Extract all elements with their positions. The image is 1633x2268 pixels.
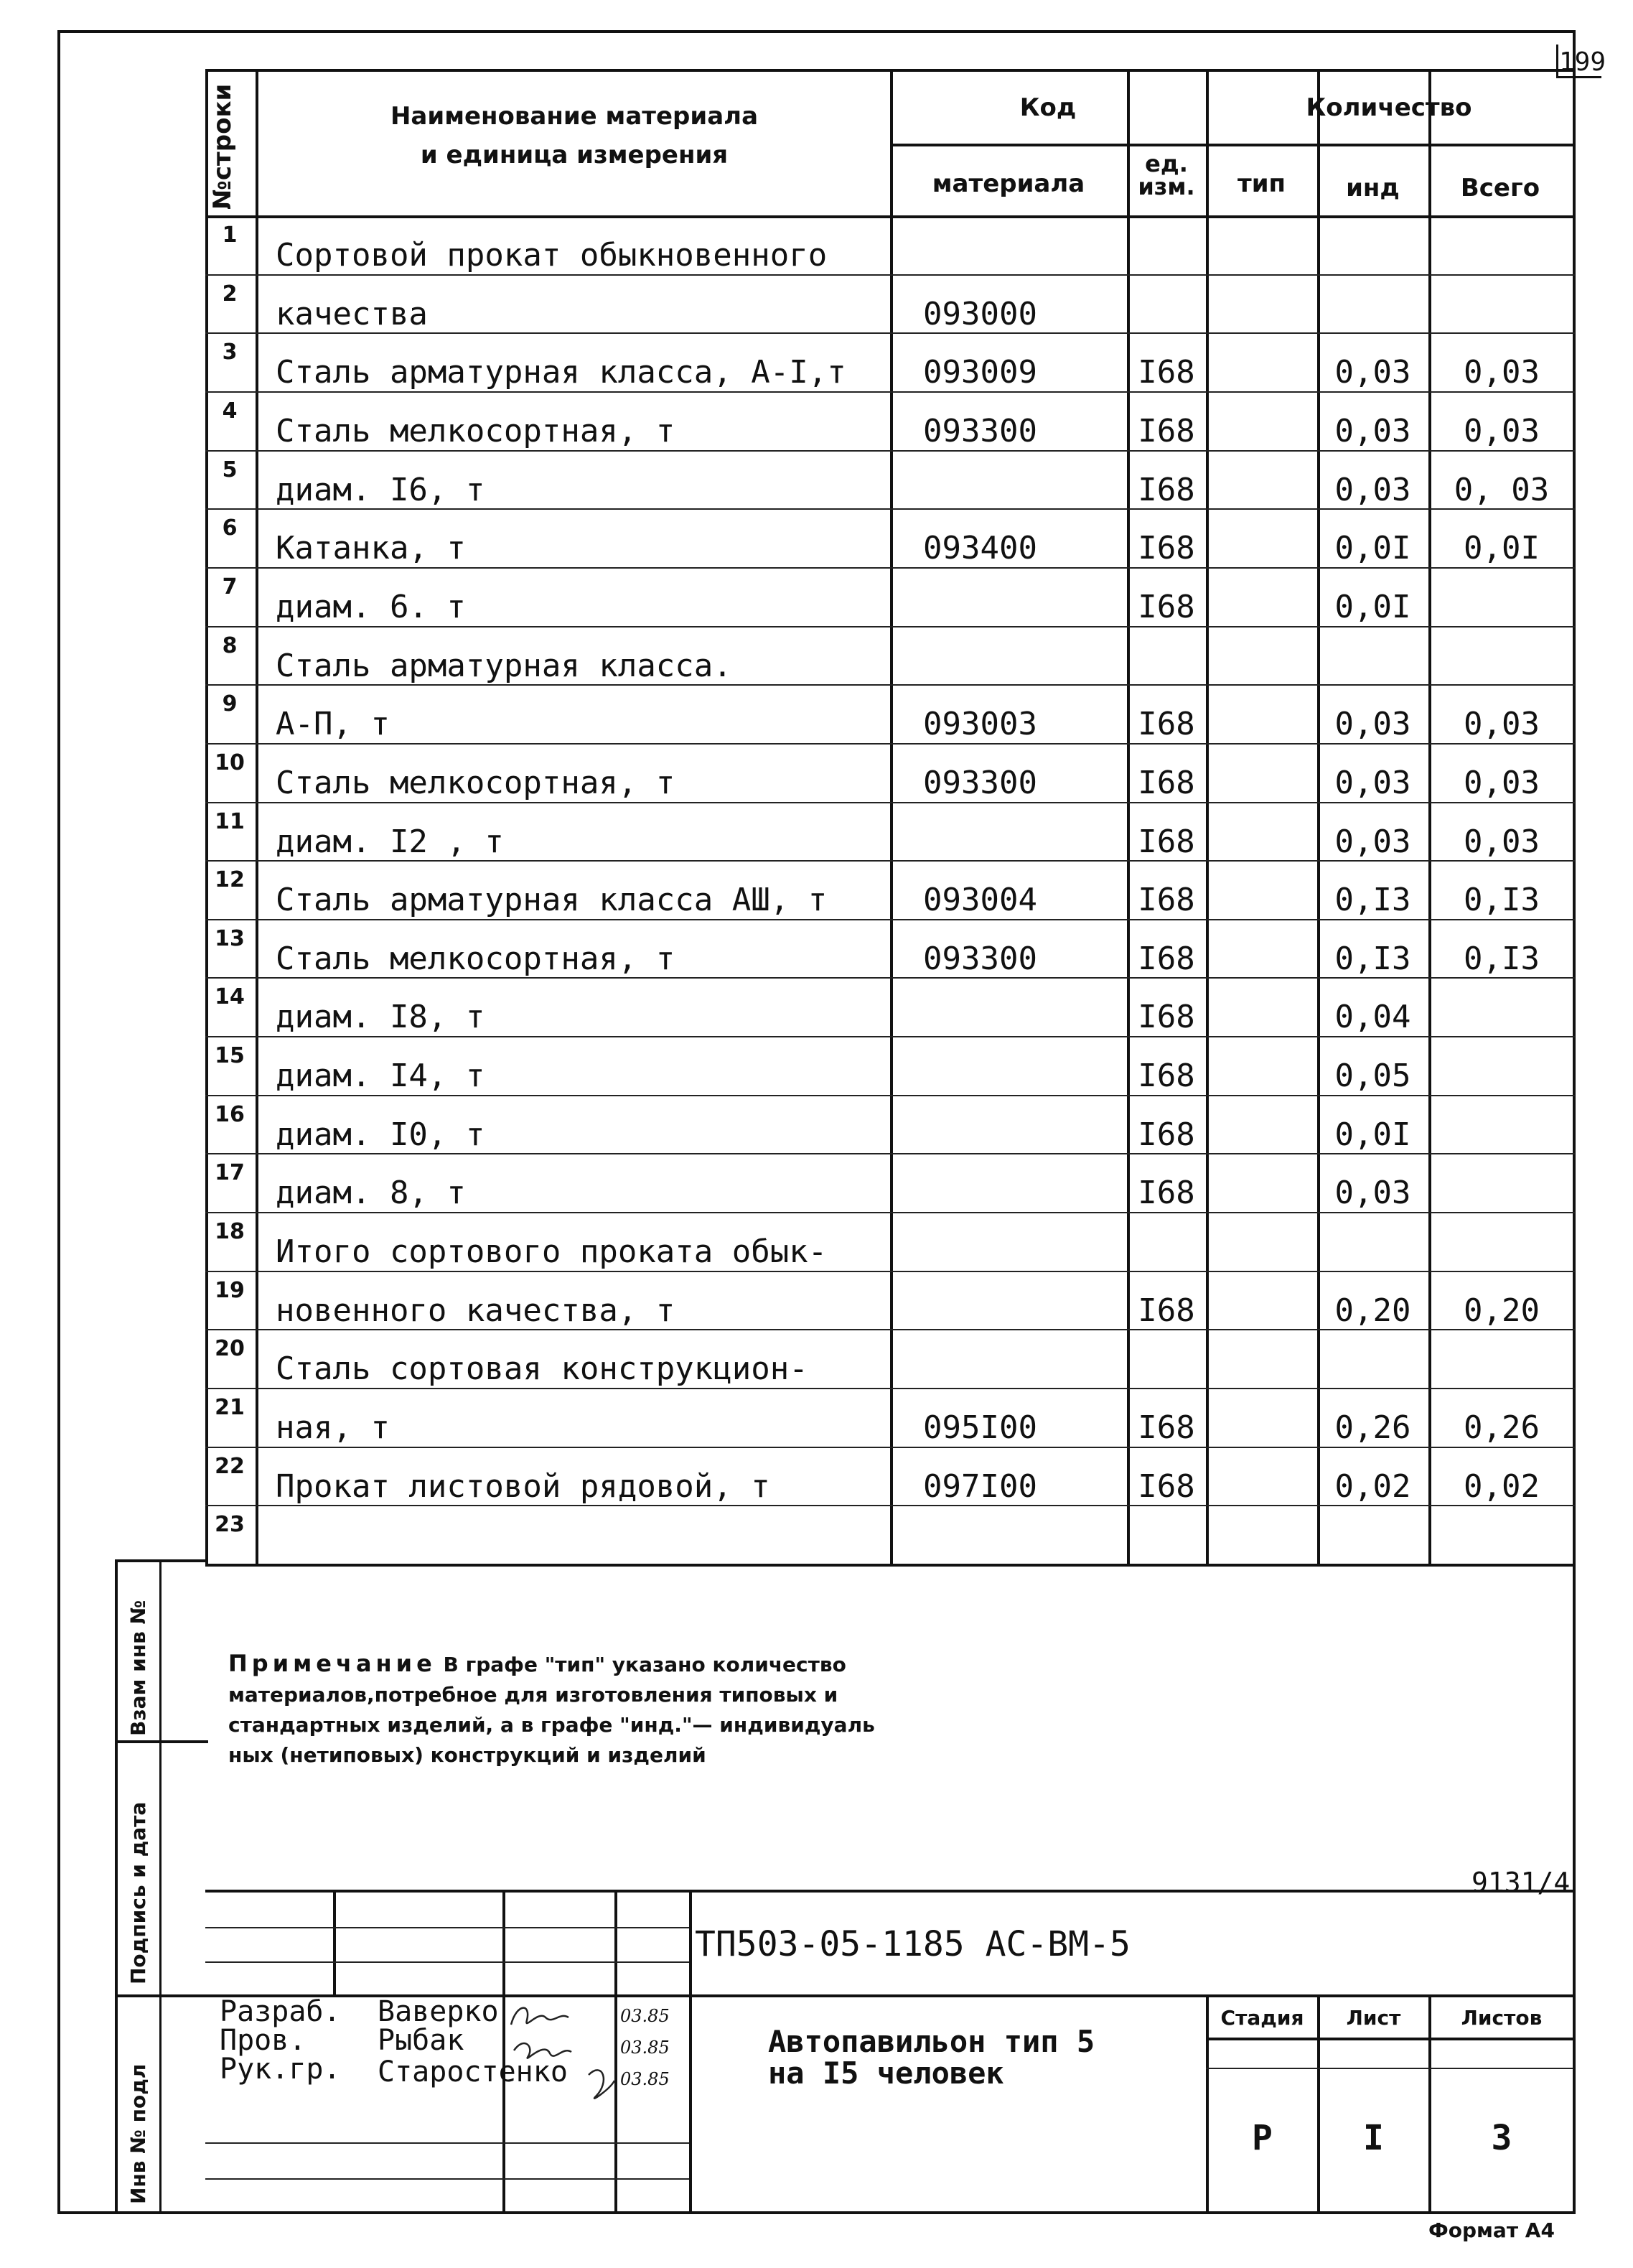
row-name: новенного качества, т: [276, 1292, 675, 1329]
row-unit: I68: [1138, 1058, 1195, 1094]
row-code: 093300: [923, 765, 1037, 801]
date-group-lead: 03.85: [620, 2069, 670, 2089]
table-row-line: [205, 743, 1575, 745]
row-name: Сталь сортовая конструкцион-: [276, 1350, 808, 1387]
row-number: 5: [222, 457, 238, 482]
row-name: Сталь арматурная класса АШ, т: [276, 882, 828, 918]
row-name: Прокат листовой рядовой, т: [276, 1468, 770, 1505]
signature-group-lead: [589, 2070, 614, 2098]
row-name: Итого сортового проката обык-: [276, 1233, 828, 1270]
row-ind: 0,03: [1334, 765, 1411, 801]
row-name: диам. I0, т: [276, 1116, 485, 1153]
name-checker: Рыбак: [378, 2024, 464, 2057]
row-unit: I68: [1138, 706, 1195, 742]
table-col-line: [256, 69, 258, 1564]
row-number: 9: [222, 691, 238, 717]
row-code: 095I00: [923, 1409, 1037, 1446]
row-ind: 0,04: [1334, 999, 1411, 1035]
row-name: А-П, т: [276, 706, 390, 742]
row-name: качества: [276, 296, 428, 332]
row-code: 093009: [923, 354, 1037, 391]
tb-h5: [1206, 2038, 1573, 2040]
row-unit: I68: [1138, 941, 1195, 977]
format-label: Формат А4: [1428, 2218, 1555, 2242]
row-unit: I68: [1138, 823, 1195, 860]
header-quantity: Количество: [1306, 93, 1472, 122]
row-unit: I68: [1138, 765, 1195, 801]
row-ind: 0,0I: [1334, 589, 1411, 625]
row-name: Сортовой прокат обыкновенного: [276, 237, 828, 274]
row-total: 0,I3: [1464, 941, 1540, 977]
stage-label: Стадия: [1220, 2006, 1304, 2030]
row-unit: I68: [1138, 1292, 1195, 1329]
row-unit: I68: [1138, 999, 1195, 1035]
row-number: 22: [215, 1454, 245, 1479]
object-title: [768, 2026, 1095, 2089]
header-code: Код: [1019, 93, 1077, 122]
table-row-line: [205, 1153, 1575, 1154]
table-row-line: [205, 508, 1575, 510]
row-ind: 0,I3: [1334, 882, 1411, 918]
row-total: 0, 03: [1454, 472, 1550, 508]
row-number: 6: [222, 515, 238, 541]
row-number: 11: [215, 809, 245, 834]
row-total: 0,26: [1464, 1409, 1540, 1446]
table-row-line: [205, 450, 1575, 452]
tb-h3: [205, 2142, 689, 2144]
table-row-line: [205, 567, 1575, 569]
table-row-line: [205, 1447, 1575, 1448]
tb-roles: [220, 1995, 341, 2086]
row-ind: 0,0I: [1334, 1116, 1411, 1153]
note-line3: стандартных изделий, а в графе "инд."— индивидуаль: [228, 1713, 875, 1737]
row-unit: I68: [1138, 1468, 1195, 1505]
table-bottom-line: [205, 1564, 1575, 1567]
header-material: материала: [932, 169, 1085, 198]
row-code: 093400: [923, 530, 1037, 566]
side-label-podpis: Подпись и дата: [126, 1801, 150, 1984]
table-row-line: [205, 1329, 1575, 1330]
row-code: 093300: [923, 413, 1037, 449]
row-ind: 0,03: [1334, 354, 1411, 391]
header-unit-line2: изм.: [1138, 173, 1195, 200]
sheets-value: 3: [1491, 2118, 1512, 2158]
row-name: Сталь мелкосортная, т: [276, 941, 675, 977]
table-row-line: [205, 1388, 1575, 1389]
header-unit: [1127, 152, 1206, 198]
row-ind: 0,03: [1334, 413, 1411, 449]
row-number: 8: [222, 633, 238, 658]
row-unit: I68: [1138, 354, 1195, 391]
tb-h6: [1206, 2068, 1573, 2069]
tb-h4: [205, 2178, 689, 2180]
row-code: 093300: [923, 941, 1037, 977]
row-number: 3: [222, 340, 238, 365]
row-ind: 0,03: [1334, 823, 1411, 860]
header-row-no: №строки: [208, 83, 237, 210]
row-code: 093000: [923, 296, 1037, 332]
header-split-line: [890, 144, 1575, 146]
note-line1: В графе "тип" указано количество: [436, 1653, 846, 1676]
signature-developer: [511, 2008, 568, 2025]
tb-dates: [620, 2000, 670, 2095]
note-title: Примечание: [228, 1650, 436, 1677]
table-row-line: [205, 977, 1575, 979]
row-unit: I68: [1138, 1175, 1195, 1211]
row-number: 19: [215, 1278, 245, 1303]
table-row-line: [205, 919, 1575, 920]
row-unit: I68: [1138, 413, 1195, 449]
row-name: Сталь мелкосортная, т: [276, 765, 675, 801]
sheet-value: I: [1363, 2118, 1384, 2158]
row-number: 14: [215, 984, 245, 1009]
row-name: диам. 8, т: [276, 1175, 466, 1211]
row-total: 0,03: [1464, 823, 1540, 860]
header-total: Всего: [1460, 174, 1540, 202]
role-group-lead: Рук.гр.: [220, 2053, 341, 2086]
note-line2: материалов,потребное для изготовления типовых и: [228, 1683, 838, 1707]
side-label-vzam: Взам инв №: [126, 1600, 150, 1736]
header-ind: инд: [1346, 174, 1400, 202]
table-row-line: [205, 274, 1575, 276]
name-developer: Ваверко: [378, 1995, 499, 2028]
row-ind: 0,20: [1334, 1292, 1411, 1329]
row-total: 0,20: [1464, 1292, 1540, 1329]
row-ind: 0,03: [1334, 706, 1411, 742]
header-unit-line1: ед.: [1145, 150, 1188, 177]
table-row-line: [205, 391, 1575, 393]
table-row-line: [205, 684, 1575, 686]
side-strip-left: [115, 1559, 118, 2214]
row-total: 0,03: [1464, 354, 1540, 391]
row-number: 21: [215, 1395, 245, 1420]
row-code: 093004: [923, 882, 1037, 918]
sheet-label: Лист: [1346, 2006, 1401, 2030]
table-row-line: [205, 626, 1575, 627]
table-col-line: [1317, 69, 1320, 1564]
row-total: 0,03: [1464, 765, 1540, 801]
sheets-label: Листов: [1461, 2006, 1543, 2030]
table-row-line: [205, 1505, 1575, 1506]
table-col-line: [1206, 69, 1209, 1564]
object-title-line1: Автопавильон тип 5: [768, 2024, 1095, 2059]
tb-v4: [689, 1890, 692, 2214]
row-name: диам. I6, т: [276, 472, 485, 508]
signature-checker: [514, 2043, 571, 2058]
page-number: 199: [1559, 47, 1606, 77]
row-name: диам. I2 , т: [276, 823, 504, 860]
row-unit: I68: [1138, 472, 1195, 508]
row-number: 7: [222, 574, 238, 599]
stage-value: Р: [1252, 2118, 1273, 2158]
row-number: 12: [215, 867, 245, 892]
date-checker: 03.85: [620, 2038, 670, 2058]
role-developer: Разраб.: [220, 1995, 341, 2028]
table-col-line: [1127, 69, 1130, 1564]
tb-h2: [205, 1961, 689, 1963]
row-number: 20: [215, 1336, 245, 1361]
table-col-line: [890, 69, 893, 1564]
table-row-line: [205, 860, 1575, 862]
side-strip-mid: [159, 1559, 162, 2214]
object-title-line2: на I5 человек: [768, 2055, 1004, 2091]
name-group-lead: Старостенко: [378, 2055, 568, 2089]
row-code: 097I00: [923, 1468, 1037, 1505]
table-row-line: [205, 1095, 1575, 1096]
note-line4: ных (нетиповых) конструкций и изделий: [228, 1743, 706, 1767]
sheet-code: 9131/4: [1471, 1867, 1571, 1898]
row-total: 0,03: [1464, 413, 1540, 449]
row-unit: I68: [1138, 530, 1195, 566]
row-name: ная, т: [276, 1409, 390, 1446]
table-row-line: [205, 802, 1575, 803]
row-number: 23: [215, 1512, 245, 1537]
table-row-line: [205, 332, 1575, 334]
side-line-1: [115, 1740, 208, 1743]
row-name: Сталь мелкосортная, т: [276, 413, 675, 449]
row-number: 1: [222, 223, 238, 248]
table-row-line: [205, 1271, 1575, 1272]
header-name-line2: и единица измерения: [420, 141, 729, 169]
table-col-line: [1428, 69, 1431, 1564]
signatures: [502, 1996, 617, 2104]
row-code: 093003: [923, 706, 1037, 742]
row-name: диам. I4, т: [276, 1058, 485, 1094]
header-bottom-line: [205, 215, 1575, 218]
row-ind: 0,03: [1334, 1175, 1411, 1211]
row-ind: 0,05: [1334, 1058, 1411, 1094]
date-developer: 03.85: [620, 2006, 670, 2026]
row-name: Сталь арматурная класса.: [276, 648, 732, 684]
header-typ: тип: [1237, 169, 1286, 198]
row-name: диам. 6. т: [276, 589, 466, 625]
row-number: 13: [215, 926, 245, 951]
doc-code: ТП503-05-1185 АС-ВМ-5: [695, 1924, 1131, 1964]
row-unit: I68: [1138, 1116, 1195, 1153]
side-label-inv: Инв № подл: [126, 2063, 150, 2204]
row-number: 10: [215, 750, 245, 775]
row-name: диам. I8, т: [276, 999, 485, 1035]
role-checker: Пров.: [220, 2024, 307, 2057]
table-row-line: [205, 1212, 1575, 1213]
row-total: 0,0I: [1464, 530, 1540, 566]
row-number: 4: [222, 398, 238, 424]
row-unit: I68: [1138, 882, 1195, 918]
row-ind: 0,02: [1334, 1468, 1411, 1505]
tb-top-line: [205, 1890, 1575, 1893]
side-line-top: [115, 1559, 208, 1562]
row-ind: 0,I3: [1334, 941, 1411, 977]
note: [228, 1648, 1018, 1770]
row-total: 0,I3: [1464, 882, 1540, 918]
row-total: 0,03: [1464, 706, 1540, 742]
row-ind: 0,03: [1334, 472, 1411, 508]
side-line-2: [115, 1994, 208, 1997]
row-ind: 0,0I: [1334, 530, 1411, 566]
row-name: Катанка, т: [276, 530, 466, 566]
tb-v1: [333, 1890, 336, 1994]
row-number: 16: [215, 1102, 245, 1127]
row-number: 2: [222, 281, 238, 307]
row-unit: I68: [1138, 1409, 1195, 1446]
row-unit: I68: [1138, 589, 1195, 625]
row-number: 15: [215, 1043, 245, 1068]
tb-h1: [205, 1927, 689, 1928]
table-top-line: [205, 69, 1575, 72]
row-number: 18: [215, 1219, 245, 1244]
row-number: 17: [215, 1160, 245, 1185]
table-row-line: [205, 1036, 1575, 1037]
row-name: Сталь арматурная класса, А-I,т: [276, 354, 846, 391]
row-ind: 0,26: [1334, 1409, 1411, 1446]
header-name-line1: Наименование материала: [390, 102, 759, 131]
row-total: 0,02: [1464, 1468, 1540, 1505]
